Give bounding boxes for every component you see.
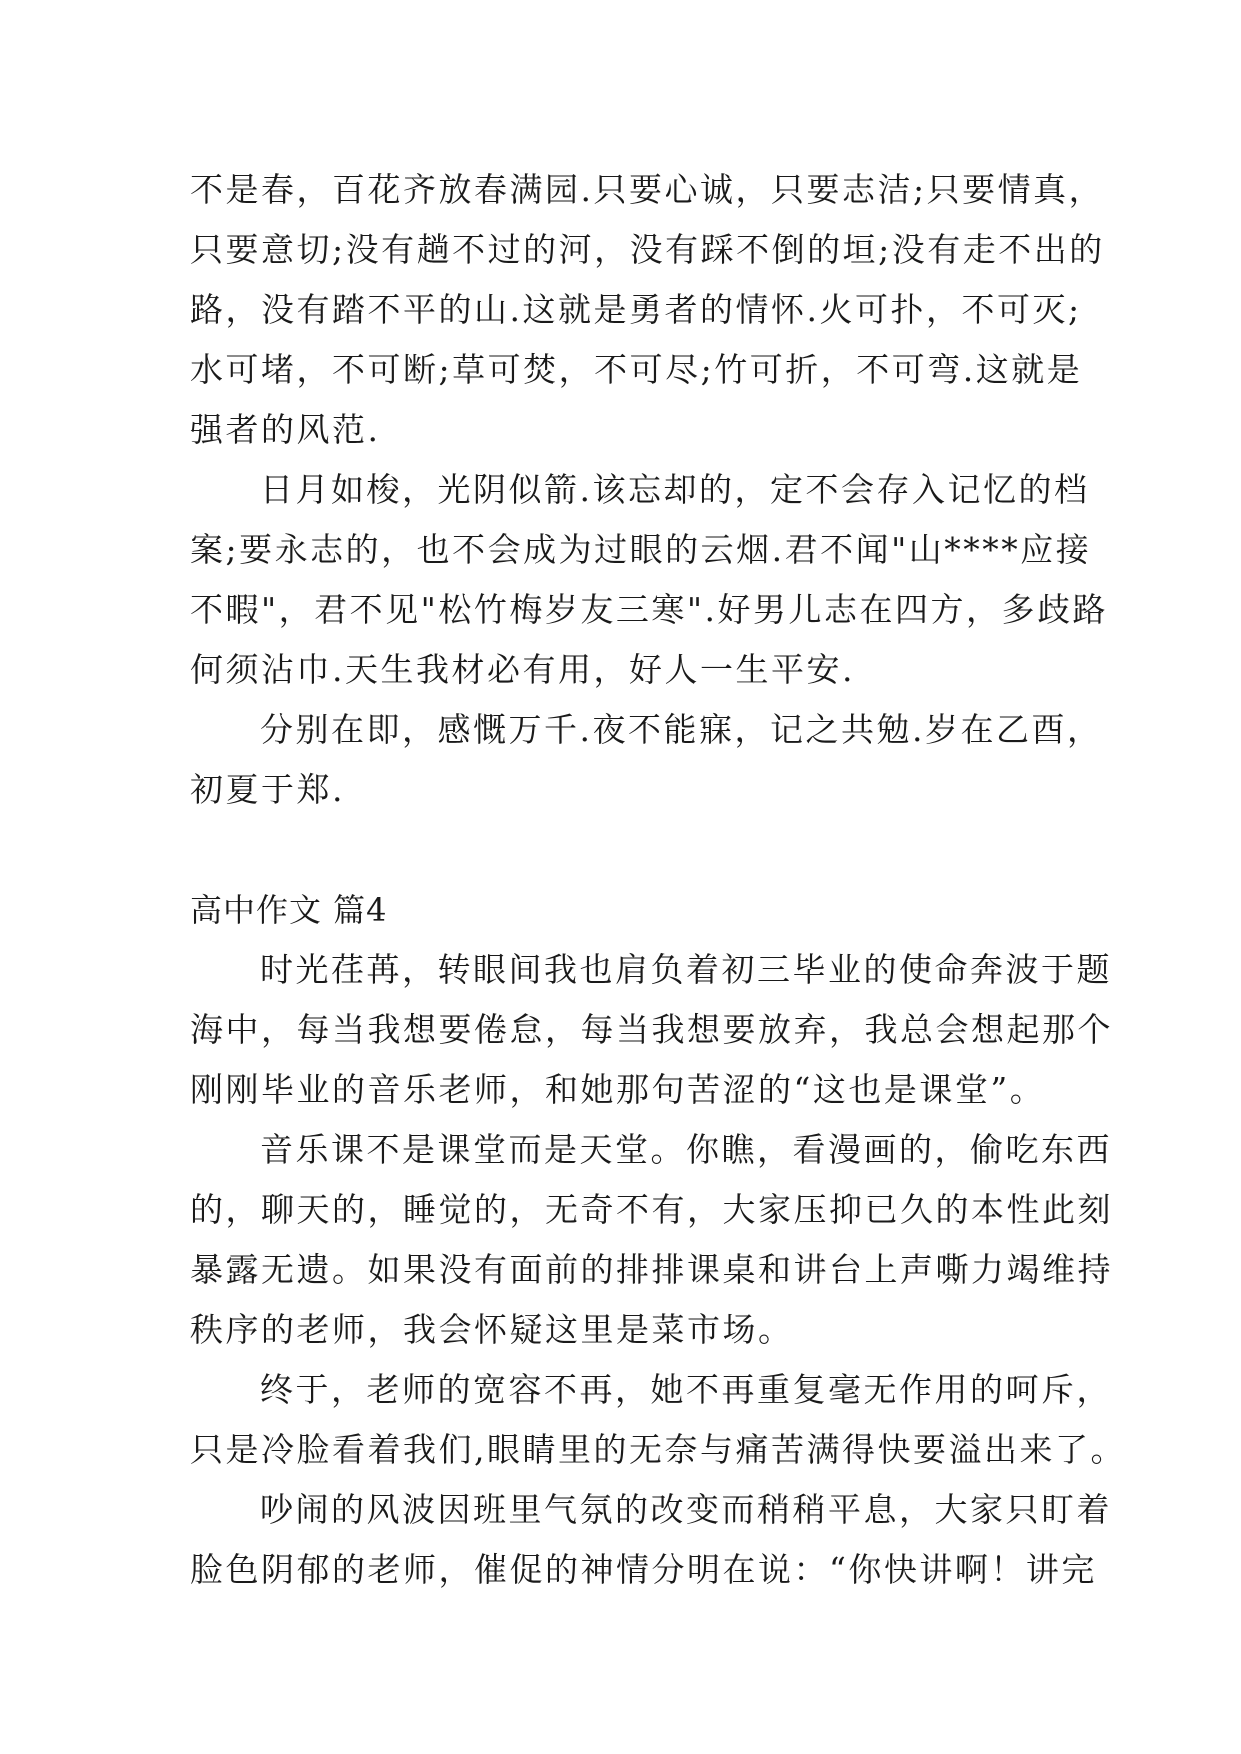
paragraph [190, 700, 1103, 820]
text-line: 分别在即，感慨万千.夜不能寐，记之共勉.岁在乙酉， [260, 710, 1103, 749]
paragraph [190, 940, 1113, 1120]
document-page [190, 160, 1126, 1600]
section-spacer [190, 820, 1070, 880]
text-line: 时光荏苒，转眼间我也肩负着初三毕业的使命奔波于题 [260, 950, 1112, 989]
text-line: 强者的风范. [190, 410, 381, 449]
text-line: 不是春，百花齐放春满园.只要心诚，只要志洁;只要情真， [190, 170, 1105, 209]
paragraph [190, 1360, 1126, 1480]
text-line: 刚刚毕业的音乐老师，和她那句苦涩的“这也是课堂”。 [190, 1070, 1046, 1109]
paragraph [190, 160, 1105, 460]
text-line: 秩序的老师，我会怀疑这里是菜市场。 [190, 1310, 794, 1349]
text-line: 的，聊天的，睡觉的，无奇不有，大家压抑已久的本性此刻 [190, 1190, 1113, 1229]
text-line: 海中，每当我想要倦怠，每当我想要放弃，我总会想起那个 [190, 1010, 1113, 1049]
text-line: 水可堵，不可断;草可焚，不可尽;竹可折，不可弯.这就是 [190, 350, 1083, 389]
text-line: 只要意切;没有趟不过的河，没有踩不倒的垣;没有走不出的 [190, 230, 1105, 269]
text-line: 案;要永志的，也不会成为过眼的云烟.君不闻"山****应接 [190, 530, 1092, 569]
text-line: 日月如梭，光阴似箭.该忘却的，定不会存入记忆的档 [260, 470, 1090, 509]
text-line: 音乐课不是课堂而是天堂。你瞧，看漫画的，偷吃东西 [260, 1130, 1112, 1169]
text-line: 不暇"，君不见"松竹梅岁友三寒".好男儿志在四方，多歧路 [190, 590, 1109, 629]
paragraph [190, 460, 1109, 700]
text-line: 吵闹的风波因班里气氛的改变而稍稍平息，大家只盯着 [260, 1490, 1112, 1529]
text-line: 脸色阴郁的老师，催促的神情分明在说：“你快讲啊！讲完 [190, 1550, 1097, 1589]
text-line: 只是冷脸看着我们,眼睛里的无奈与痛苦满得快要溢出来了。 [190, 1430, 1126, 1469]
text-line: 何须沾巾.天生我材必有用，好人一生平安. [190, 650, 855, 689]
text-line: 路，没有踏不平的山.这就是勇者的情怀.火可扑，不可灭; [190, 290, 1082, 329]
text-line: 暴露无遗。如果没有面前的排排课桌和讲台上声嘶力竭维持 [190, 1250, 1113, 1289]
paragraph [190, 1120, 1113, 1360]
text-line: 终于，老师的宽容不再，她不再重复毫无作用的呵斥， [260, 1370, 1112, 1409]
paragraph [190, 1480, 1112, 1600]
section-heading: 高中作文 篇4 [190, 891, 388, 929]
text-line: 初夏于郑. [190, 770, 345, 809]
